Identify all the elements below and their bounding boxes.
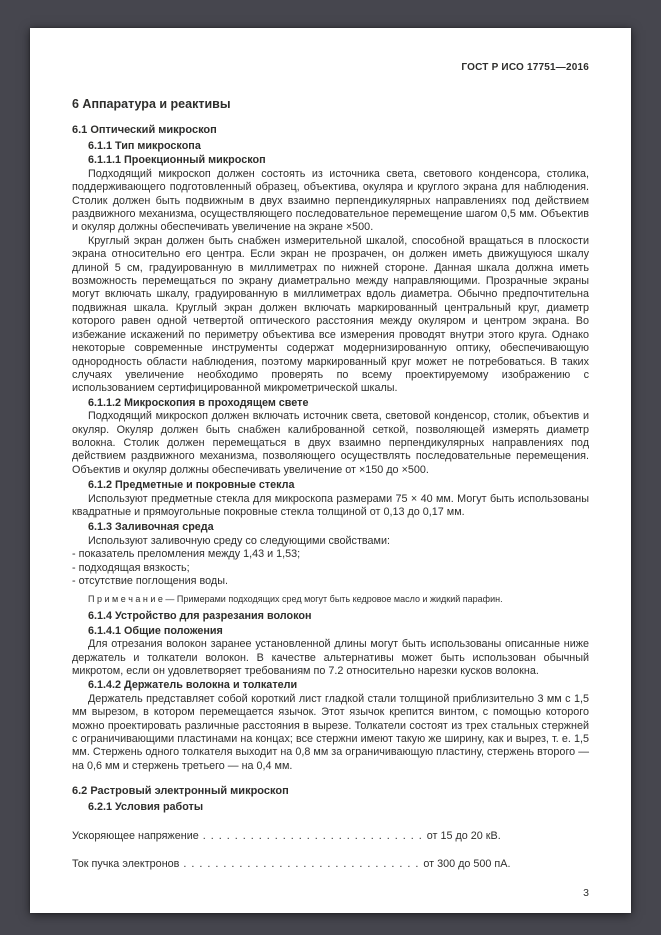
page-number: 3 bbox=[583, 887, 589, 899]
note: П р и м е ч а н и е — Примерами подходящих сред могут быть кедровое масло и жидкий парафин. bbox=[88, 594, 503, 605]
spec-label: Ток пучка электронов bbox=[72, 858, 180, 871]
spec-line-beam-current bbox=[72, 858, 589, 871]
paragraph: Круглый экран должен быть снабжен измерительной шкалой, способной вращаться в плоскости экрана относительно его центра. Если экран не прозрачен, он должен иметь движущуюся шкалу длиной 5 см, градуированную в миллиметрах по нижней стороне. Данная шкала должна иметь возможность перемещаться по экрану диаметрально между направляющими. Прозрачные экраны могут включать шкалу, градуированную в миллиметрах вдоль диаметра. Обычно предпочтительна подвижная шкала. Круглый экран должен включать маркированный центральный круг, диаметр которого равен одной четвертой оптического расстояния между окуляром и центром экрана. Во избежание искажений по периметру объектива все измерения проводят внутри этого круга. Однако некоторые современные инструменты содержат модернизированную оптику, обеспечивающую однородность области наблюдения, поэтому маркированный круг может не потребоваться. В таких случаях увеличение необходимо проверять по всему проектируемому изображению с использованием сертифицированной микрометрической шкалы. bbox=[72, 234, 589, 395]
clause-heading-6-1-4: 6.1.4 Устройство для разрезания волокон bbox=[88, 610, 312, 623]
spec-value: от 15 до 20 кВ. bbox=[426, 829, 501, 842]
section-heading-6: 6 Аппаратура и реактивы bbox=[72, 97, 231, 111]
dot-leader: . . . . . . . . . . . . . . . . . . . . . . . . . . . . . . bbox=[183, 858, 420, 871]
clause-heading-6-1-1-1: 6.1.1.1 Проекционный микроскоп bbox=[88, 154, 266, 167]
clause-heading-6-2-1: 6.2.1 Условия работы bbox=[88, 801, 204, 814]
paragraph: Держатель представляет собой короткий лист гладкой стали толщиной приблизительно 3 мм с 1,5 мм вырезом, в котором перемещается язычок. Этот язычок крепится винтом, с помощью которого можно проектировать различные расстояния в вырезе. Толкатели состоят из трех стальных стержней с ограничивающими пластинами на концах; все стержни имеют такую же ширину, как и вырез, т. е. 1,5 мм. Стержень одного толкателя выходит на 0,8 мм за ограничивающую пластину, стержень второго — на 0,6 мм и стержень третьего — на 0,4 мм. bbox=[72, 692, 589, 772]
doc-header: ГОСТ Р ИСО 17751—2016 bbox=[461, 62, 589, 73]
list-item: - отсутствие поглощения воды. bbox=[72, 575, 228, 587]
subsection-heading-6-1: 6.1 Оптический микроскоп bbox=[72, 124, 217, 136]
list-item: - подходящая вязкость; bbox=[72, 561, 190, 574]
paragraph: Подходящий микроскоп должен состоять из источника света, светового конденсора, столика, поддерживающего подготовленный образец, объектива, окуляра и круглого экрана для наблюдения. Столик должен быть подвижным в двух взаимно перпендикулярных направлениях под действием раздвижного механизма, осуществляющего последовательное перемещение шагом 0,5 мм. Объектив и окуляр должны обеспечивать увеличение на экране ×500. bbox=[72, 167, 589, 234]
paragraph: Для отрезания волокон заранее установленной длины могут быть использованы описанные ниже держатель и толкатели волокон. В качестве альтернативы может быть использован обычный микротом, если он удовлетворяет требованиям по 7.2 относительно нарезки кусков волокна. bbox=[72, 638, 589, 678]
list-item: - показатель преломления между 1,43 и 1,53; bbox=[72, 548, 301, 561]
clause-heading-6-1-2: 6.1.2 Предметные и покровные стекла bbox=[88, 479, 295, 492]
paragraph: Используют предметные стекла для микроскопа размерами 75 × 40 мм. Могут быть использованы квадратные и прямоугольные покровные стекла толщиной от 0,13 до 0,17 мм. bbox=[72, 492, 589, 518]
spec-line-accelerating-voltage bbox=[72, 830, 589, 843]
spec-value: от 300 до 500 пА. bbox=[423, 858, 511, 871]
clause-heading-6-1-3: 6.1.3 Заливочная среда bbox=[88, 521, 214, 534]
paragraph: Подходящий микроскоп должен включать источник света, световой конденсор, столик, объектив и окуляр. Окуляр должен быть снабжен калиброванной сеткой, позволяющей измерять диаметр волокна. Столик должен перемещаться в двух взаимно перпендикулярных направлениях под действием раздвижного механизма, позволяющего осуществлять последовательные перемещения. Объектив и окуляр должны обеспечивать увеличение от ×150 до ×500. bbox=[72, 410, 589, 476]
spec-label: Ускоряющее напряжение bbox=[72, 829, 199, 842]
dot-leader: . . . . . . . . . . . . . . . . . . . . . . . . . . . . bbox=[202, 829, 423, 842]
document-page bbox=[30, 28, 631, 913]
subsection-heading-6-2: 6.2 Растровый электронный микроскоп bbox=[72, 785, 289, 798]
clause-heading-6-1-4-1: 6.1.4.1 Общие положения bbox=[88, 624, 223, 637]
clause-heading-6-1-1-2: 6.1.1.2 Микроскопия в проходящем свете bbox=[88, 396, 309, 409]
clause-heading-6-1-4-2: 6.1.4.2 Держатель волокна и толкатели bbox=[88, 679, 298, 692]
paragraph: Используют заливочную среду со следующими свойствами: bbox=[88, 534, 390, 547]
clause-heading-6-1-1: 6.1.1 Тип микроскопа bbox=[88, 140, 201, 152]
